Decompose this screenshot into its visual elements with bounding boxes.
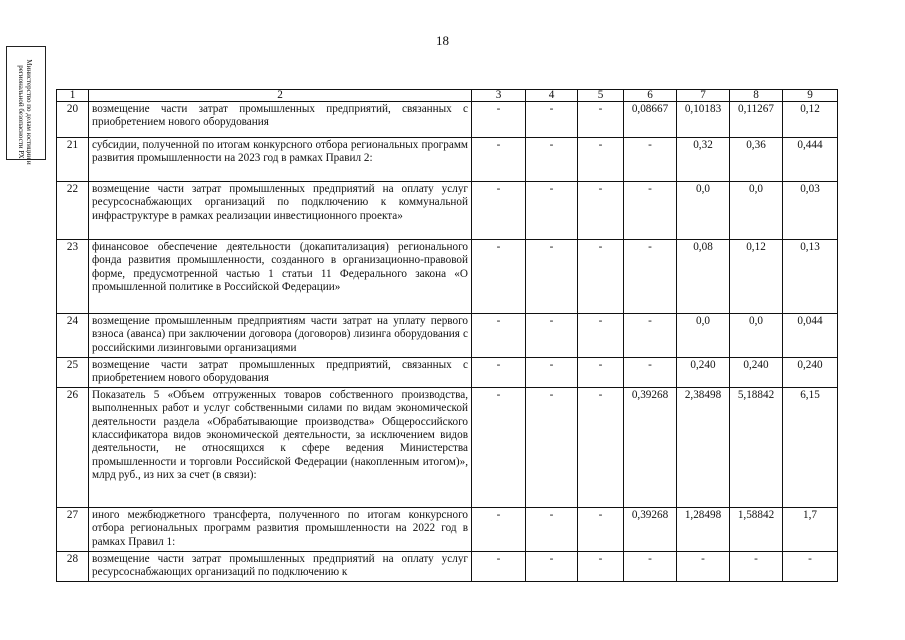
value-cell: - — [578, 182, 624, 240]
value-cell: 0,0 — [677, 182, 730, 240]
page-number: 18 — [436, 33, 449, 48]
row-number: 23 — [57, 240, 89, 314]
value-cell: - — [472, 102, 526, 138]
value-cell: - — [578, 138, 624, 182]
value-cell: - — [472, 507, 526, 551]
value-cell: - — [472, 314, 526, 358]
row-text: возмещение части затрат промышленных предприятий, связанных с приобретением нового оборудования — [89, 358, 472, 388]
row-text: финансовое обеспечение деятельности (докапитализация) регионального фонда развития промышленности, созданного в организационно-правовой форме, предусмотренной частью 1 статьи 11 Федерального закона «О промышленной политике в Российской Федерации» — [89, 240, 472, 314]
row-text: субсидии, полученной по итогам конкурсного отбора региональных программ развития промышленности на 2023 год в рамках Правил 2: — [89, 138, 472, 182]
value-cell: - — [578, 102, 624, 138]
value-cell: 1,58842 — [730, 507, 783, 551]
value-cell: - — [578, 387, 624, 507]
table-row — [57, 182, 838, 240]
value-cell: 2,38498 — [677, 387, 730, 507]
table-row — [57, 314, 838, 358]
value-cell: 0,0 — [730, 182, 783, 240]
header-cell: 8 — [730, 90, 783, 102]
value-cell: - — [526, 182, 578, 240]
value-cell: - — [526, 507, 578, 551]
value-cell: 0,12 — [730, 240, 783, 314]
row-text: иного межбюджетного трансферта, полученного по итогам конкурсного отбора региональных программ развития промышленности на 2022 год в рамках Правил 1: — [89, 507, 472, 551]
header-cell: 7 — [677, 90, 730, 102]
row-number: 25 — [57, 358, 89, 388]
value-cell: 6,15 — [783, 387, 838, 507]
value-cell: 1,7 — [783, 507, 838, 551]
row-number: 27 — [57, 507, 89, 551]
value-cell: - — [624, 182, 677, 240]
row-number: 22 — [57, 182, 89, 240]
indicators-table — [56, 89, 838, 582]
header-cell: 2 — [89, 90, 472, 102]
value-cell: - — [677, 551, 730, 581]
value-cell: 0,36 — [730, 138, 783, 182]
row-text: возмещение части затрат промышленных предприятий на оплату услуг ресурсоснабжающих организаций по подключению к коммунальной инфраструктуре в рамках реализации инвестиционного проекта» — [89, 182, 472, 240]
table-row — [57, 507, 838, 551]
header-cell: 6 — [624, 90, 677, 102]
header-cell: 4 — [526, 90, 578, 102]
header-cell: 5 — [578, 90, 624, 102]
value-cell: 0,39268 — [624, 507, 677, 551]
value-cell: 0,0 — [730, 314, 783, 358]
value-cell: 0,08 — [677, 240, 730, 314]
header-cell: 9 — [783, 90, 838, 102]
value-cell: 0,03 — [783, 182, 838, 240]
value-cell: 0,240 — [677, 358, 730, 388]
value-cell: - — [578, 240, 624, 314]
value-cell: 0,32 — [677, 138, 730, 182]
stamp-text: Министерство по делам юстиции и региональной безопасности РХ — [17, 59, 33, 165]
value-cell: 0,044 — [783, 314, 838, 358]
value-cell: 0,12 — [783, 102, 838, 138]
row-number: 28 — [57, 551, 89, 581]
value-cell: - — [624, 240, 677, 314]
value-cell: - — [472, 551, 526, 581]
table-row — [57, 138, 838, 182]
value-cell: - — [526, 314, 578, 358]
row-text: возмещение промышленным предприятиям части затрат на уплату первого взноса (аванса) при заключении договора (договоров) лизинга оборудования с российскими лизинговыми организациями — [89, 314, 472, 358]
row-number: 26 — [57, 387, 89, 507]
value-cell: - — [578, 551, 624, 581]
row-number: 24 — [57, 314, 89, 358]
value-cell: - — [526, 358, 578, 388]
value-cell: 0,10183 — [677, 102, 730, 138]
table-row — [57, 551, 838, 581]
value-cell: - — [578, 314, 624, 358]
value-cell: - — [730, 551, 783, 581]
value-cell: - — [472, 358, 526, 388]
value-cell: - — [526, 138, 578, 182]
value-cell: - — [578, 507, 624, 551]
row-text: возмещение части затрат промышленных предприятий на оплату услуг ресурсоснабжающих организаций по подключению к — [89, 551, 472, 581]
table-row — [57, 240, 838, 314]
value-cell: - — [624, 551, 677, 581]
header-cell: 1 — [57, 90, 89, 102]
value-cell: - — [472, 240, 526, 314]
table-row — [57, 102, 838, 138]
table-row — [57, 358, 838, 388]
value-cell: - — [624, 358, 677, 388]
value-cell: 0,13 — [783, 240, 838, 314]
value-cell: - — [783, 551, 838, 581]
value-cell: 0,240 — [783, 358, 838, 388]
value-cell: 0,0 — [677, 314, 730, 358]
value-cell: - — [526, 102, 578, 138]
row-text: Показатель 5 «Объем отгруженных товаров собственного производства, выполненных работ и услуг собственными силами по видам экономической деятельности раздела «Обрабатывающие производства» Общероссийского классификатора видов экономической деятельности, за исключением видов деятельности, не относящихся к сфере ведения Министерства промышленности и торговли Российской Федерации (накопленным итогом)», млрд руб., из них за счет (в связи): — [89, 387, 472, 507]
value-cell: - — [526, 387, 578, 507]
value-cell: - — [526, 551, 578, 581]
table-row — [57, 387, 838, 507]
value-cell: - — [526, 240, 578, 314]
row-number: 20 — [57, 102, 89, 138]
row-text: возмещение части затрат промышленных предприятий, связанных с приобретением нового оборудования — [89, 102, 472, 138]
value-cell: - — [472, 387, 526, 507]
header-cell: 3 — [472, 90, 526, 102]
value-cell: - — [472, 138, 526, 182]
value-cell: 0,08667 — [624, 102, 677, 138]
value-cell: 0,240 — [730, 358, 783, 388]
value-cell: - — [624, 314, 677, 358]
value-cell: - — [624, 138, 677, 182]
value-cell: - — [472, 182, 526, 240]
value-cell: 0,444 — [783, 138, 838, 182]
row-number: 21 — [57, 138, 89, 182]
table-header-row — [57, 90, 838, 102]
value-cell: - — [578, 358, 624, 388]
value-cell: 5,18842 — [730, 387, 783, 507]
value-cell: 0,39268 — [624, 387, 677, 507]
value-cell: 0,11267 — [730, 102, 783, 138]
value-cell: 1,28498 — [677, 507, 730, 551]
